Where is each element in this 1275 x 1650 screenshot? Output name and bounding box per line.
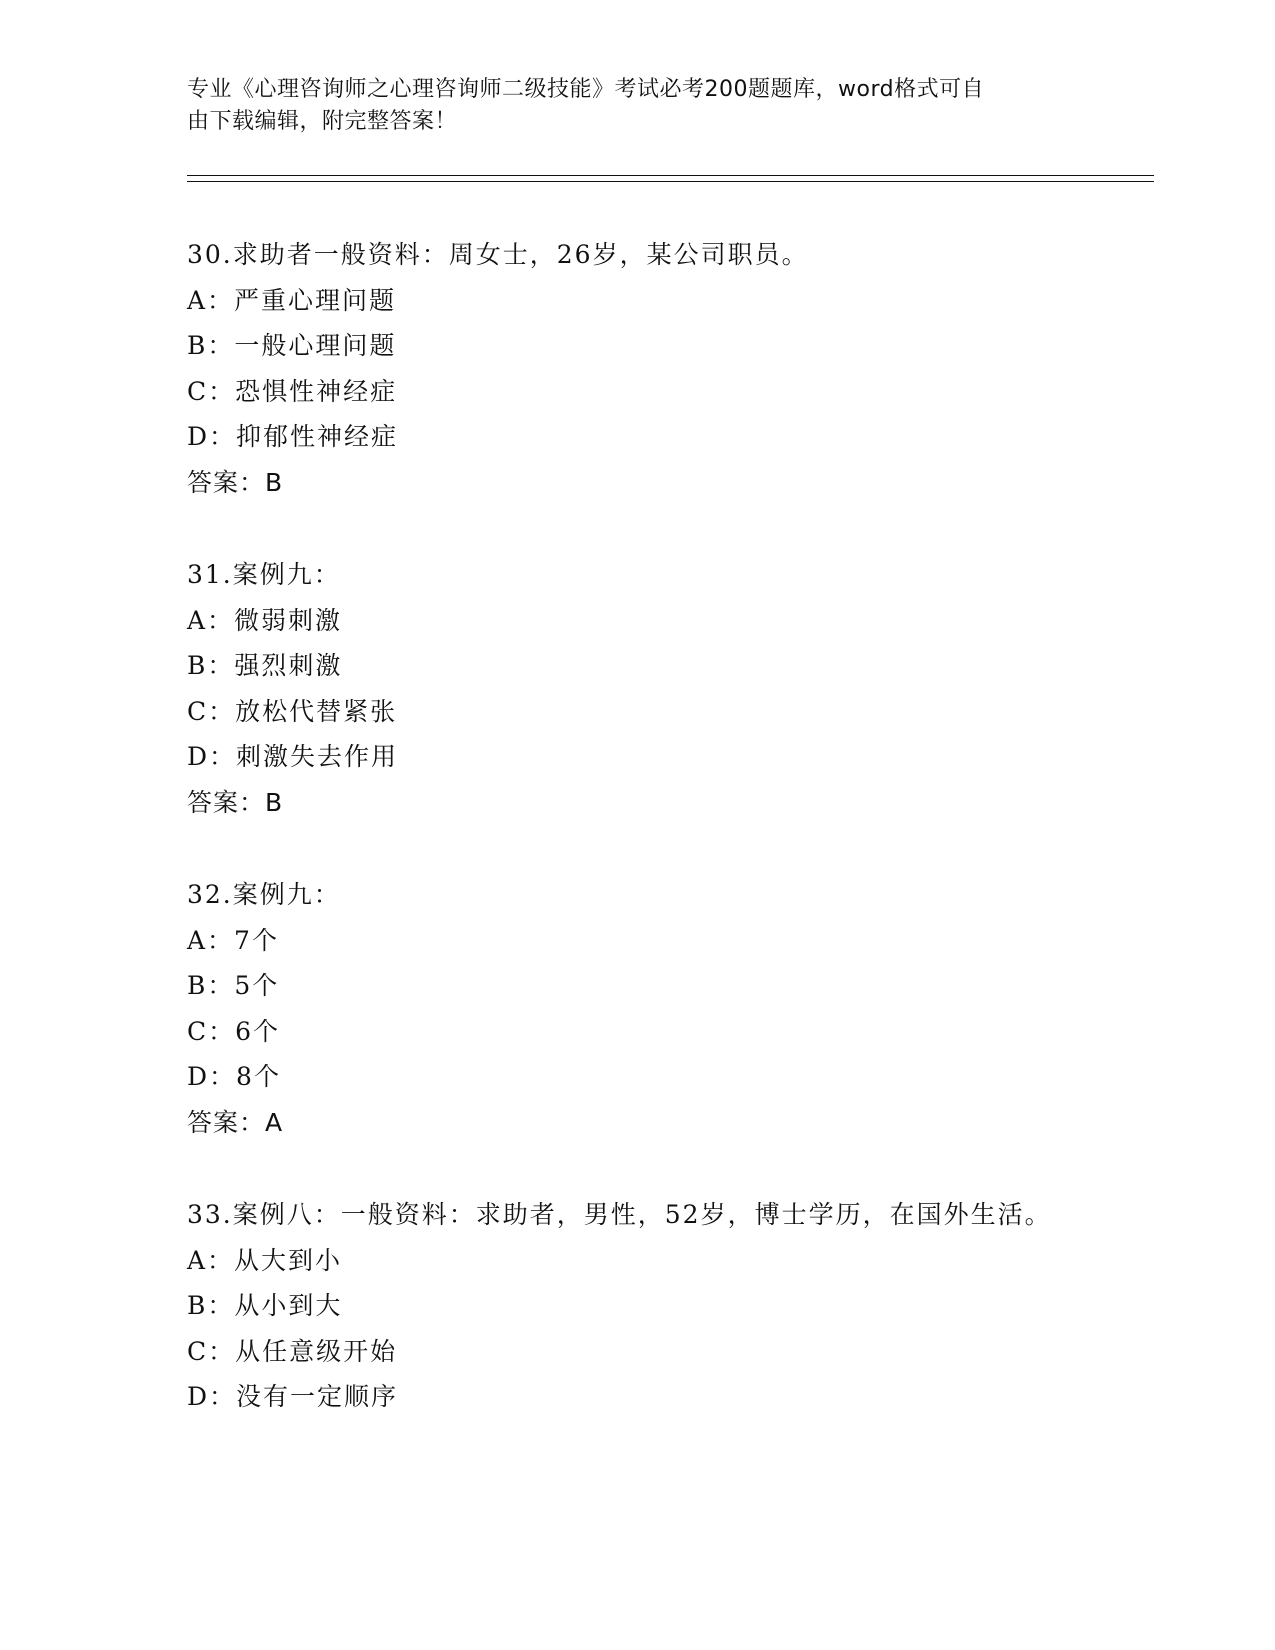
answer-label: 答案：A xyxy=(187,1107,284,1137)
option-c: C：恐惧性神经症 xyxy=(187,376,398,406)
header-divider-top xyxy=(187,175,1154,176)
option-c: C：从任意级开始 xyxy=(187,1336,398,1366)
option-a: A：7个 xyxy=(187,925,279,955)
option-c: C：放松代替紧张 xyxy=(187,696,398,726)
option-d: D：抑郁性神经症 xyxy=(187,422,399,451)
question-stem: 30.求助者一般资料：周女士，26岁，某公司职员。 xyxy=(187,240,809,269)
answer-label: 答案：B xyxy=(187,467,284,497)
header-line-1: 专业《心理咨询师之心理咨询师二级技能》考试必考200题题库，word格式可自 xyxy=(187,77,985,102)
header-divider-bottom xyxy=(187,181,1154,182)
option-b: B：强烈刺激 xyxy=(187,651,343,680)
question-31 xyxy=(187,552,1147,825)
option-d: D：8个 xyxy=(187,1062,281,1091)
question-30 xyxy=(187,232,1147,505)
option-d: D：没有一定顺序 xyxy=(187,1382,399,1411)
option-a: A：严重心理问题 xyxy=(187,285,397,315)
document-header xyxy=(187,74,1087,138)
option-d: D：刺激失去作用 xyxy=(187,742,399,771)
question-32 xyxy=(187,872,1147,1145)
option-c: C：6个 xyxy=(187,1016,281,1046)
answer-label: 答案：B xyxy=(187,787,284,817)
option-a: A：微弱刺激 xyxy=(187,605,343,635)
option-b: B：从小到大 xyxy=(187,1291,343,1320)
option-b: B：一般心理问题 xyxy=(187,331,397,360)
option-a: A：从大到小 xyxy=(187,1245,343,1275)
question-stem: 33.案例八：一般资料：求助者，男性，52岁，博士学历，在国外生活。 xyxy=(187,1200,1052,1229)
header-line-2: 由下载编辑，附完整答案！ xyxy=(187,109,458,134)
question-stem: 31.案例九： xyxy=(187,560,341,589)
option-b: B：5个 xyxy=(187,971,280,1000)
question-33 xyxy=(187,1192,1147,1420)
question-list xyxy=(187,232,1147,1467)
question-stem: 32.案例九： xyxy=(187,880,341,909)
